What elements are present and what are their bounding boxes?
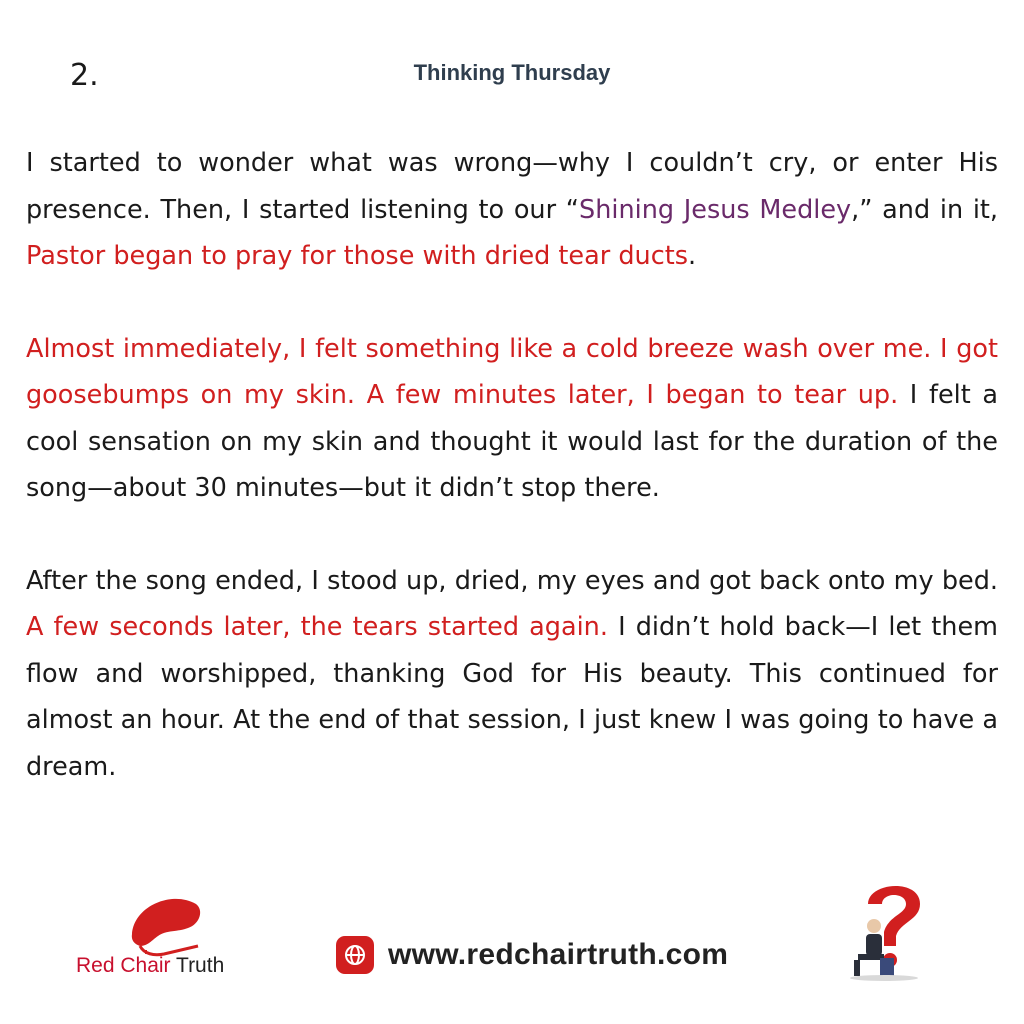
page-title: Thinking Thursday	[413, 60, 611, 85]
brand-name-red: Red Chair	[76, 954, 171, 977]
paragraph-2-text: I felt a cool sensation on my skin and thought it would last for the duration of the song—about 30 minutes—but it didn’t stop there.	[26, 380, 998, 503]
paragraph-1-text-a: I started to wonder what was wrong—why I couldn’t cry, or enter His presence. Then, I started listening to our “	[26, 148, 998, 225]
question-mark-thinker-icon	[838, 874, 938, 984]
website-url[interactable]: www.redchairtruth.com	[388, 938, 729, 971]
paragraph-3-text-a: After the song ended, I stood up, dried, my eyes and got back onto my bed.	[26, 565, 998, 596]
song-title-highlight: Shining Jesus Medley	[579, 194, 852, 225]
brand-name	[76, 954, 224, 978]
brand-name-dark: Truth	[176, 954, 225, 977]
paragraph-1	[26, 140, 998, 280]
paragraph-1-highlight: Pastor began to pray for those with dried tear ducts	[26, 241, 688, 271]
website-link[interactable]	[336, 936, 728, 974]
globe-icon	[336, 936, 374, 974]
paragraph-3-text-b: I didn’t hold back—I let them flow and worshipped, thanking God for His beauty. This continued for almost an hour. At the end of that session, I just knew I was going to have a dream.	[26, 612, 998, 782]
paragraph-2-highlight: Almost immediately, I felt something like a cold breeze wash over me. I got goosebumps on my skin. A few minutes later, I began to tear up.	[26, 333, 998, 410]
article-body	[26, 140, 998, 836]
paragraph-2	[26, 326, 998, 512]
paragraph-1-text-c: .	[688, 241, 697, 271]
paragraph-3	[26, 558, 998, 791]
paragraph-1-text-b: ,” and in it,	[851, 194, 999, 225]
paragraph-3-highlight: A few seconds later, the tears started again.	[26, 612, 608, 642]
page-number: 2.	[70, 58, 99, 93]
